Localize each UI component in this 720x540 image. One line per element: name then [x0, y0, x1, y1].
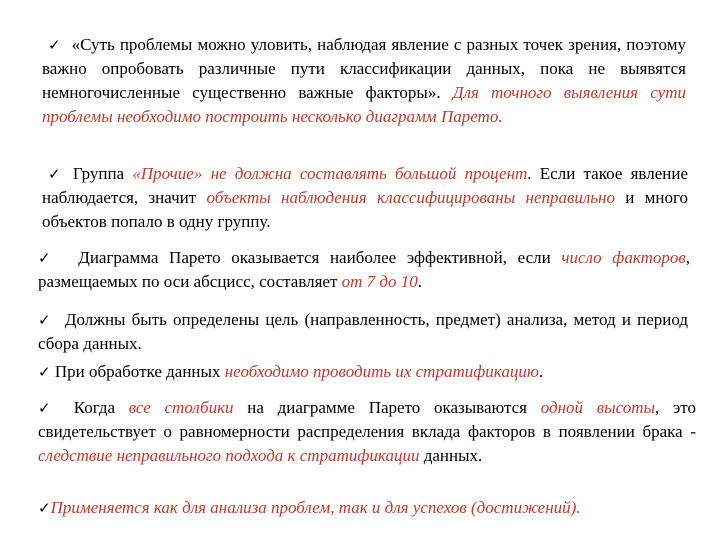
paragraph-5: [38, 360, 688, 384]
check-icon: ✓: [48, 165, 65, 183]
p6-text-2: на диаграмме Парето оказываются: [233, 398, 541, 417]
p1-text: «Суть проблемы можно уловить, наблюдая явление с разных точек зрения, поэтому важно опробовать различные пути классификации данных, пока не выявятся немногочисленные существенно важные факторы».: [42, 35, 686, 102]
p6-highlight-3: следствие неправильного подхода к стратификации: [38, 446, 420, 465]
p6-highlight-2: одной высоты: [540, 398, 656, 417]
paragraph-2: [42, 162, 688, 234]
p6-text-4: данных.: [419, 446, 483, 465]
check-icon: ✓: [38, 249, 57, 267]
p2-text-3: и много объектов попало в одну группу.: [42, 188, 688, 231]
p2-text-2: . Если такое явление наблюдается, значит: [42, 164, 689, 207]
paragraph-7: [38, 496, 698, 520]
p6-text-1: Когда: [73, 398, 129, 417]
p5-highlight: необходимо проводить их стратификацию: [224, 362, 539, 381]
check-icon: ✓: [38, 499, 51, 517]
p2-text-1: Группа: [72, 164, 133, 183]
p5-text-1: При обработке данных: [54, 362, 225, 381]
p5-text-2: .: [538, 362, 544, 381]
check-icon: ✓: [38, 399, 61, 417]
paragraph-4: [38, 308, 688, 356]
check-icon: ✓: [38, 363, 51, 381]
p3-highlight-2: от 7 до 10: [341, 272, 418, 291]
p3-text-3: .: [417, 272, 423, 291]
p6-highlight-1: все столбики: [128, 398, 234, 417]
paragraph-3: [38, 246, 690, 294]
check-icon: ✓: [38, 311, 53, 329]
p2-highlight-2: объекты наблюдения классифицированы неправильно: [206, 188, 615, 207]
p3-highlight-1: число факторов: [561, 248, 686, 267]
p2-highlight-1: «Прочие» не должна составлять большой процент: [132, 164, 528, 183]
check-icon: ✓: [48, 36, 62, 54]
p4-text: Должны быть определены цель (направленность, предмет) анализа, метод и период сбора данных.: [38, 310, 689, 353]
p6-text-3: , это свидетельствует о равномерности распределения вклада факторов в появлении брака -: [38, 398, 696, 441]
p3-text-2: , размещаемых по оси абсцисс, составляет: [38, 248, 690, 291]
p1-highlight: Для точного выявления сути проблемы необходимо построить несколько диаграмм Парето.: [42, 83, 686, 126]
paragraph-6: [38, 396, 696, 468]
paragraph-1: [42, 33, 686, 129]
p7-highlight: Применяется как для анализа проблем, так и для успехов (достижений).: [50, 498, 581, 517]
p3-text-1: Диаграмма Парето оказывается наиболее эффективной, если: [78, 248, 562, 267]
